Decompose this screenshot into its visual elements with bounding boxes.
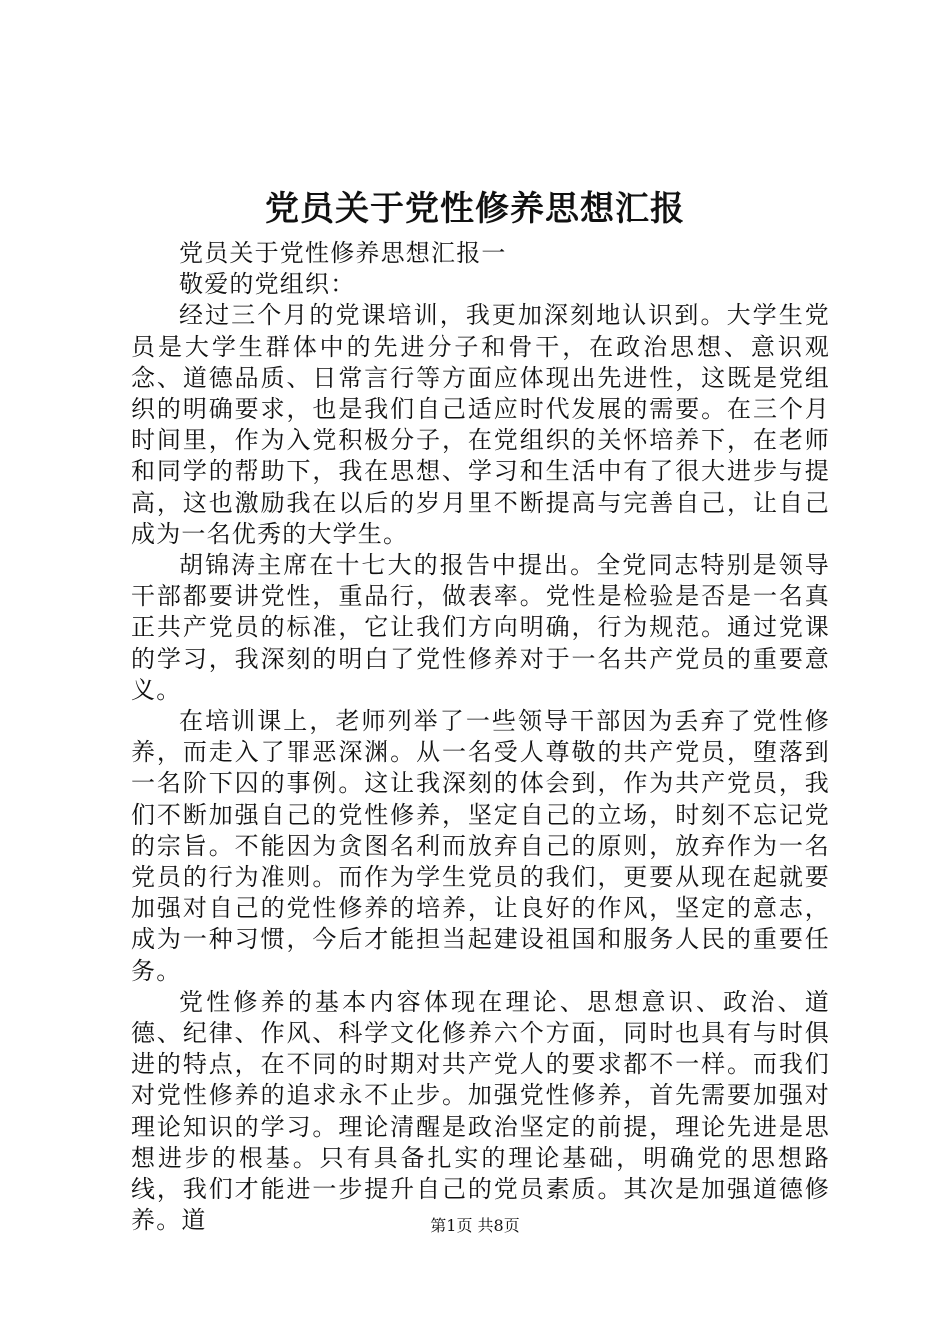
paragraph: 胡锦涛主席在十七大的报告中提出。全党同志特别是领导干部都要讲党性，重品行，做表率。党性是检验是否是一名真正共产党员的标准，它让我们方向明确，行为规范。通过党课的学习，我深刻的明白了党性修养对于一名共产党员的重要意义。 (131, 551, 830, 704)
paragraph: 在培训课上，老师列举了一些领导干部因为丢弃了党性修养，而走入了罪恶深渊。从一名受人尊敬的共产党员，堕落到一名阶下囚的事例。这让我深刻的体会到，作为共产党员，我们不断加强自己的党性修养，坚定自己的立场，时刻不忘记党的宗旨。不能因为贪图名利而放弃自己的原则，放弃作为一名党员的行为准则。而作为学生党员的我们，更要从现在起就要加强对自己的党性修养的培养，让良好的作风，坚定的意志，成为一种习惯，今后才能担当起建设祖国和服务人民的重要任务。 (131, 707, 830, 985)
document-body (131, 238, 830, 1237)
document-title: 党员关于党性修养思想汇报 (265, 189, 685, 229)
page-footer: 第1页 共8页 (430, 1216, 520, 1235)
paragraph-subtitle: 党员关于党性修养思想汇报一 (179, 239, 507, 267)
paragraph: 党性修养的基本内容体现在理论、思想意识、政治、道德、纪律、作风、科学文化修养六个方面，同时也具有与时俱进的特点，在不同的时期对共产党人的要求都不一样。而我们对党性修养的追求永不止步。加强党性修养，首先需要加强对理论知识的学习。理论清醒是政治坚定的前提，理论先进是思想进步的根基。只有具备扎实的理论基础，明确党的思想路线，我们才能进一步提升自己的党员素质。其次是加强道德修养。道 (131, 987, 830, 1235)
paragraph: 经过三个月的党课培训，我更加深刻地认识到。大学生党员是大学生群体中的先进分子和骨干，在政治思想、意识观念、道德品质、日常言行等方面应体现出先进性，这既是党组织的明确要求，也是我们自己适应时代发展的需要。在三个月时间里，作为入党积极分子，在党组织的关怀培养下，在老师和同学的帮助下，我在思想、学习和生活中有了很大进步与提高，这也激励我在以后的岁月里不断提高与完善自己，让自己成为一名优秀的大学生。 (131, 301, 830, 548)
paragraph-salutation: 敬爱的党组织： (179, 270, 356, 299)
